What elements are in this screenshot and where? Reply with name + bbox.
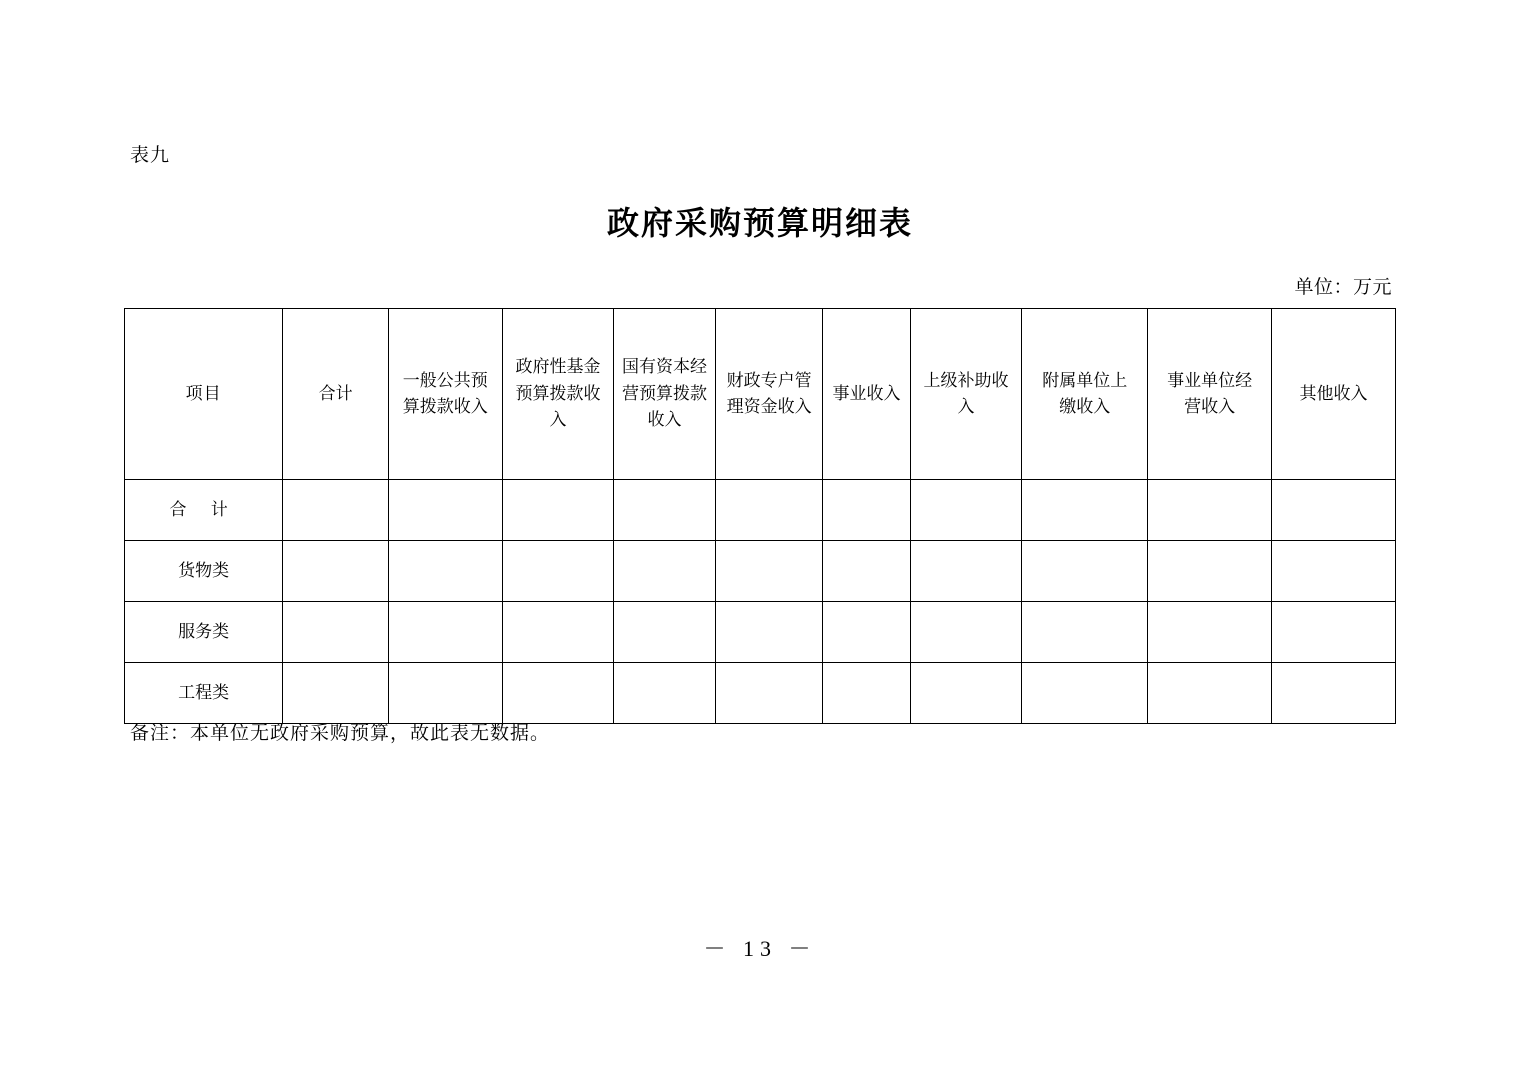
row-label-total: 合 计 (125, 480, 283, 541)
cell-services-general-public-budget (388, 602, 502, 663)
cell-goods-total (283, 541, 389, 602)
cell-goods-government-fund-budget (502, 541, 614, 602)
unit-note: 单位：万元 (1294, 277, 1392, 298)
cell-goods-affiliated-unit-payment (1022, 541, 1148, 602)
cell-works-fiscal-special-account (715, 663, 823, 724)
cell-goods-superior-subsidy-income (910, 541, 1022, 602)
cell-works-other-income (1272, 663, 1396, 724)
row-label-works: 工程类 (125, 663, 283, 724)
cell-total-government-fund-budget (502, 480, 614, 541)
cell-goods-fiscal-special-account (715, 541, 823, 602)
cell-works-total (283, 663, 389, 724)
cell-services-total (283, 602, 389, 663)
column-header-government-fund-budget: 政府性基金预算拨款收入 (502, 309, 614, 480)
table-row (125, 480, 1396, 541)
column-header-superior-subsidy-income: 上级补助收入 (910, 309, 1022, 480)
remark-text: 备注：本单位无政府采购预算，故此表无数据。 (130, 723, 551, 744)
cell-total-institution-operating-income (1148, 480, 1272, 541)
cell-goods-business-income (823, 541, 910, 602)
cell-total-state-capital-operation-budget (614, 480, 716, 541)
column-header-item: 项目 (125, 309, 283, 480)
page-title: 政府采购预算明细表 (606, 205, 913, 241)
column-header-institution-operating-income: 事业单位经营收入 (1148, 309, 1272, 480)
cell-services-fiscal-special-account (715, 602, 823, 663)
cell-services-state-capital-operation-budget (614, 602, 716, 663)
cell-total-business-income (823, 480, 910, 541)
column-header-general-public-budget: 一般公共预算拨款收入 (388, 309, 502, 480)
row-label-goods: 货物类 (125, 541, 283, 602)
cell-services-business-income (823, 602, 910, 663)
table-row (125, 602, 1396, 663)
cell-services-affiliated-unit-payment (1022, 602, 1148, 663)
cell-services-other-income (1272, 602, 1396, 663)
cell-total-general-public-budget (388, 480, 502, 541)
cell-works-government-fund-budget (502, 663, 614, 724)
cell-works-business-income (823, 663, 910, 724)
column-header-business-income: 事业收入 (823, 309, 910, 480)
column-header-affiliated-unit-payment: 附属单位上缴收入 (1022, 309, 1148, 480)
cell-goods-other-income (1272, 541, 1396, 602)
cell-goods-institution-operating-income (1148, 541, 1272, 602)
cell-services-government-fund-budget (502, 602, 614, 663)
column-header-other-income: 其他收入 (1272, 309, 1396, 480)
procurement-budget-table (124, 308, 1396, 724)
row-label-services: 服务类 (125, 602, 283, 663)
column-header-fiscal-special-account: 财政专户管理资金收入 (715, 309, 823, 480)
cell-total-fiscal-special-account (715, 480, 823, 541)
cell-goods-general-public-budget (388, 541, 502, 602)
cell-total-total (283, 480, 389, 541)
cell-total-affiliated-unit-payment (1022, 480, 1148, 541)
cell-services-superior-subsidy-income (910, 602, 1022, 663)
cell-works-affiliated-unit-payment (1022, 663, 1148, 724)
column-header-total: 合计 (283, 309, 389, 480)
column-header-state-capital-operation-budget: 国有资本经营预算拨款收入 (614, 309, 716, 480)
table-label: 表九 (130, 145, 171, 166)
cell-works-institution-operating-income (1148, 663, 1272, 724)
cell-total-other-income (1272, 480, 1396, 541)
table-row (125, 663, 1396, 724)
cell-works-superior-subsidy-income (910, 663, 1022, 724)
cell-works-state-capital-operation-budget (614, 663, 716, 724)
cell-goods-state-capital-operation-budget (614, 541, 716, 602)
table-row (125, 541, 1396, 602)
table-header-row (125, 309, 1396, 480)
cell-services-institution-operating-income (1148, 602, 1272, 663)
page-number: － 13 － (703, 936, 817, 961)
cell-total-superior-subsidy-income (910, 480, 1022, 541)
cell-works-general-public-budget (388, 663, 502, 724)
